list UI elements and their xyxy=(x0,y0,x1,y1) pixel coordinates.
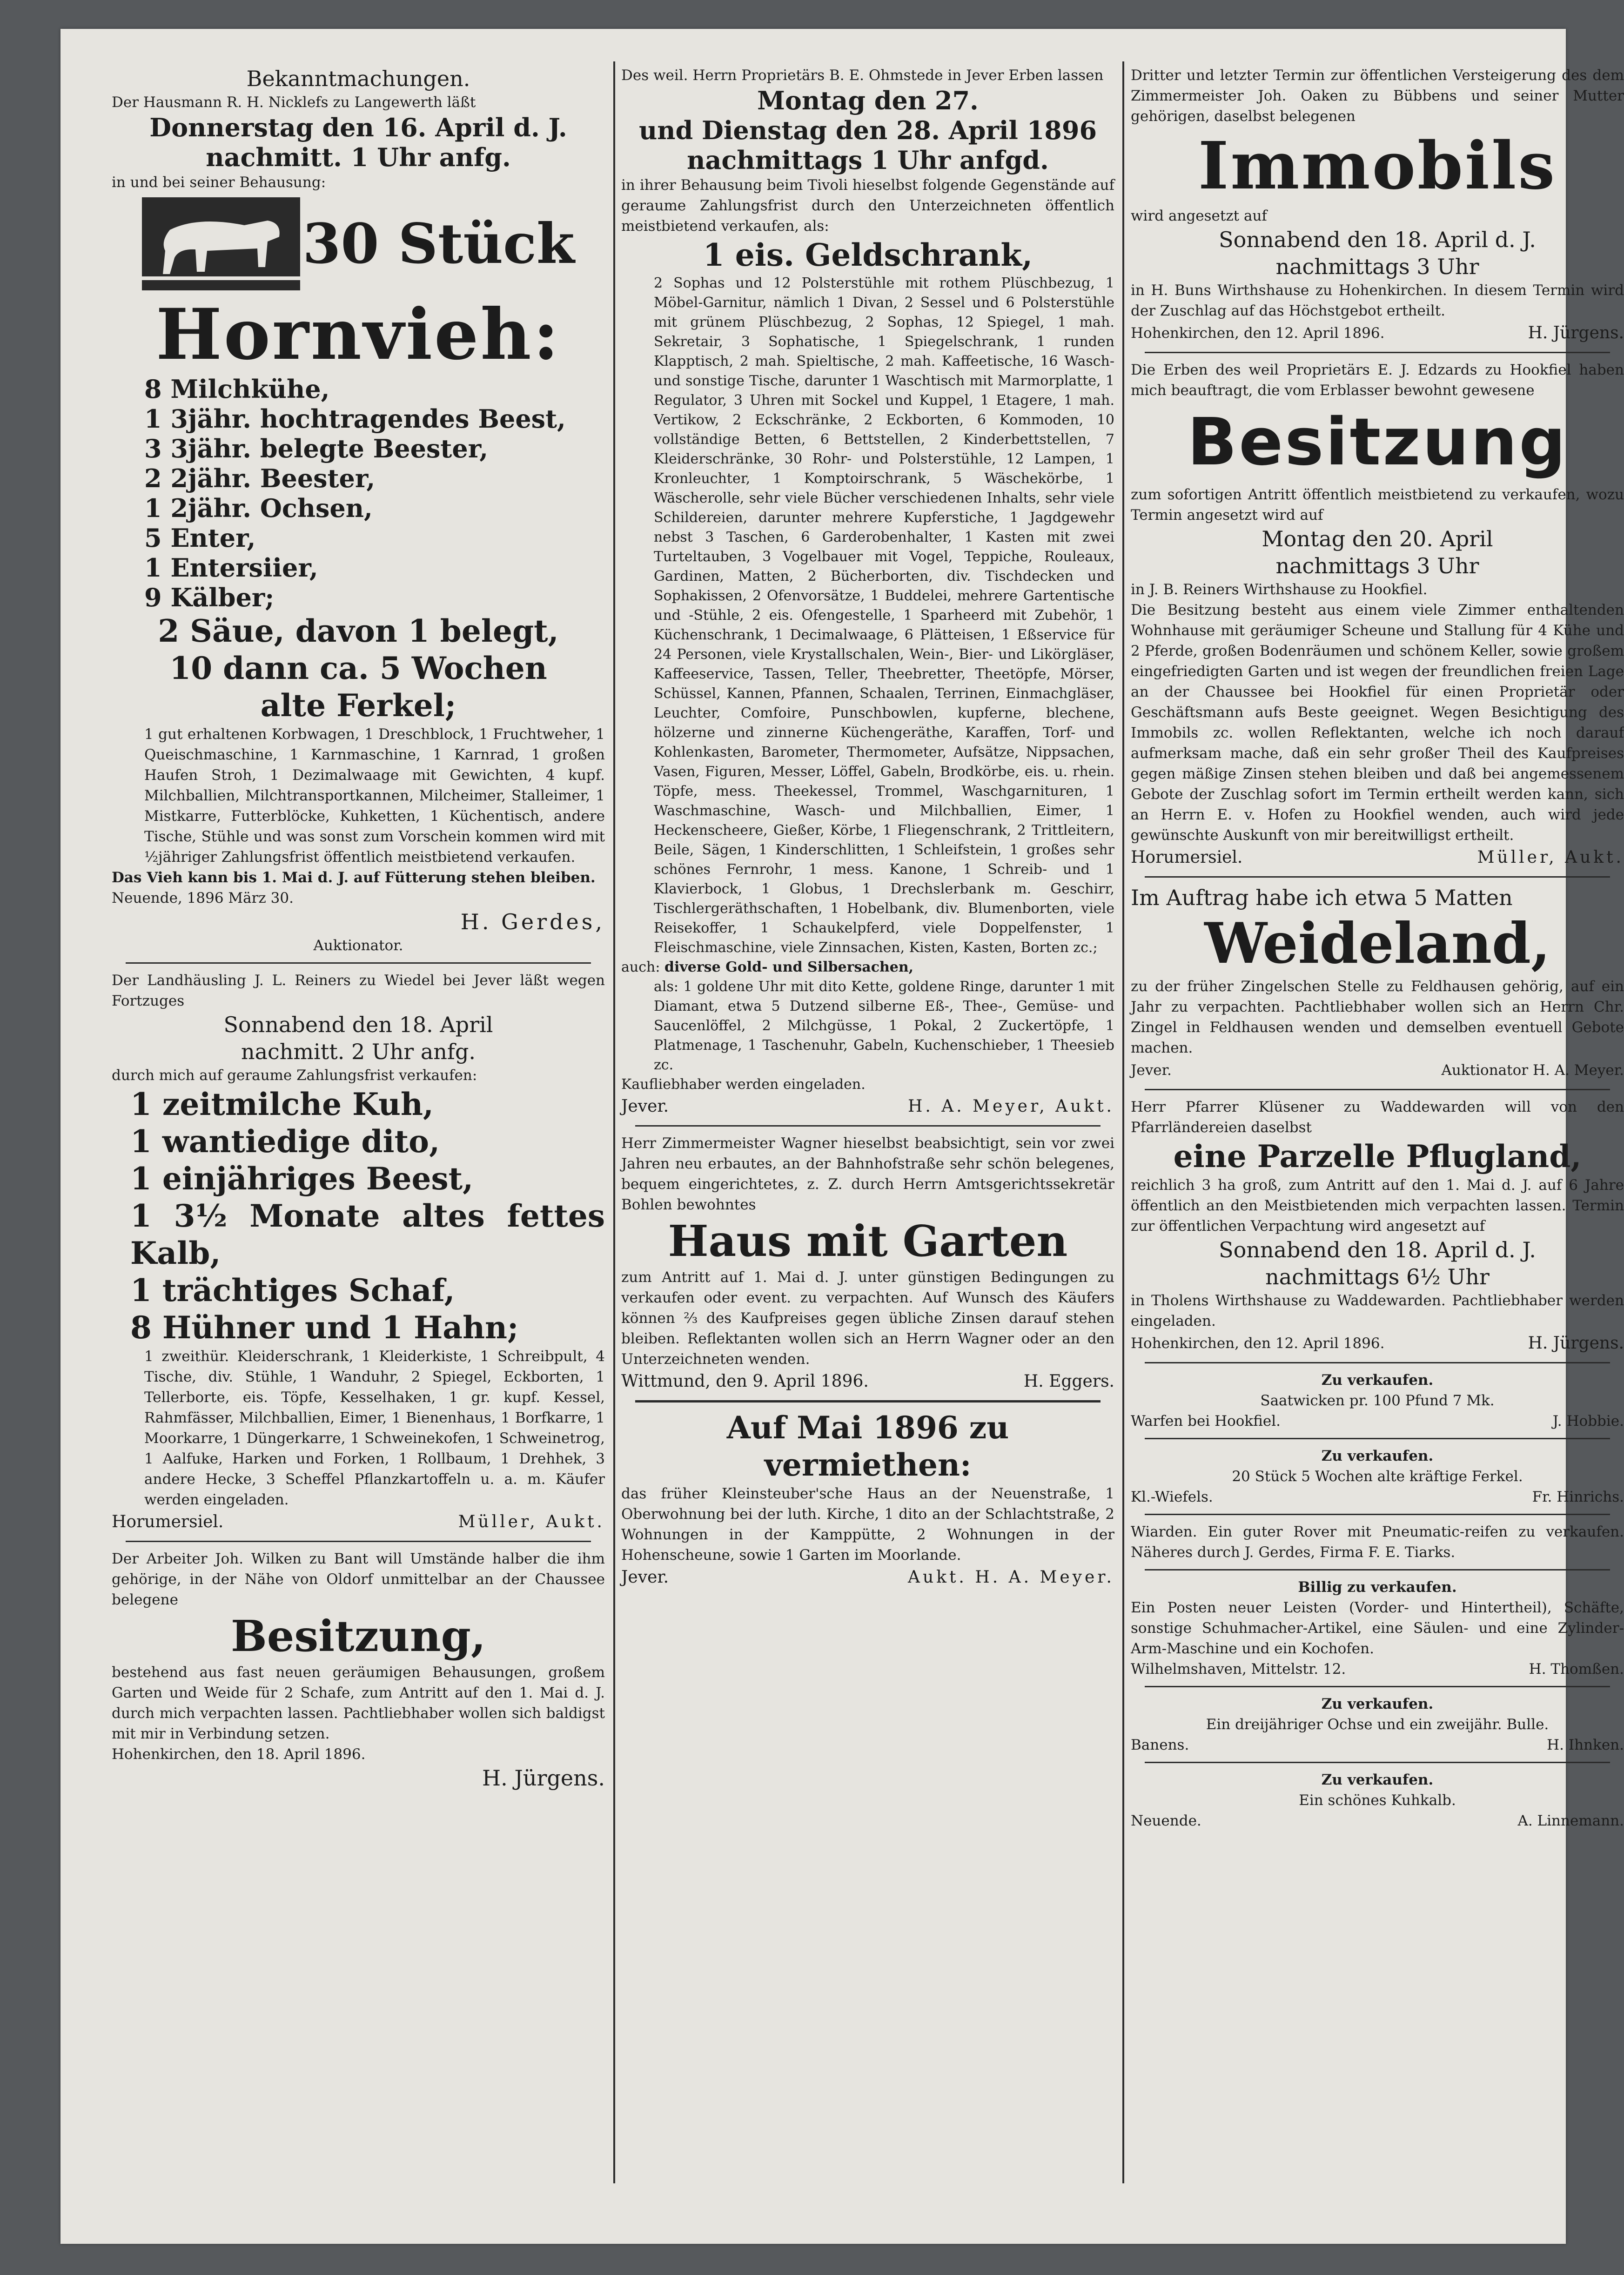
small-ad xyxy=(1131,1446,1624,1507)
small-ad-heading: Zu verkaufen. xyxy=(1321,1372,1434,1389)
ad-body: zu der früher Zingelschen Stelle zu Feldhausen gehörig, auf ein Jahr zu verpachten. Pachtliebhaber wollen sich an Herrn Chr. Zingel in Feldhausen wenden und demselben eventuell Gebote machen. xyxy=(1131,978,1624,1056)
ad-title: Auf Mai 1896 zu vermiethen: xyxy=(726,1409,1009,1483)
ad-body: 1 gut erhaltenen Korbwagen, 1 Dreschblock, 1 Fruchtweher, 1 Queischmaschine, 1 Karnmaschine, 1 Karnrad, 1 großen Haufen Stroh, 1 Dezimalwaage mit Gewichten, 4 kupf. Milchballien, Milchtransportkannen, Milcheimer, Stalleimer, 1 Mistkarre, Futterblöcke, Kuhketten, 1 Küchentisch, andere Tische, Stühle und was sonst zum Vorschein kommen wird mit ½jähriger Zahlungsfrist öffentlich meistbietend verkaufen. xyxy=(144,726,605,866)
divider xyxy=(1145,1569,1610,1570)
small-ad-place: Kl.-Wiefels. xyxy=(1131,1489,1213,1505)
list-item: 1 wantiedige dito, xyxy=(130,1123,440,1160)
divider xyxy=(1145,1762,1610,1763)
list-item: 8 Milchkühe, xyxy=(144,374,330,404)
divider xyxy=(1145,1438,1610,1439)
small-ad-body: Wiarden. Ein guter Rover mit Pneumatic-reifen zu verkaufen. Näheres durch J. Gerdes, Firma F. E. Tiarks. xyxy=(1131,1523,1624,1561)
list-item: 1 einjähriges Beest, xyxy=(130,1161,474,1197)
column-3 xyxy=(1131,65,1624,1831)
small-ad-signature: H. Ihnken. xyxy=(1547,1737,1624,1753)
ad-date: Donnerstag den 16. April d. J. xyxy=(149,113,567,142)
ad-title: Immobils xyxy=(1198,128,1557,204)
list-item: 8 Hühner und 1 Hahn; xyxy=(130,1309,519,1346)
ad-place: Horumersiel. xyxy=(1131,848,1243,867)
small-ad xyxy=(1131,1370,1624,1431)
ad-note: Das Vieh kann bis 1. Mai d. J. auf Fütterung stehen bleiben. xyxy=(112,869,596,886)
divider xyxy=(1145,876,1610,878)
ad-footer xyxy=(1131,1331,1624,1356)
small-ad-heading: Zu verkaufen. xyxy=(1321,1772,1434,1788)
ad-place: Jever. xyxy=(1131,1062,1172,1079)
livestock-list xyxy=(112,1086,605,1346)
livestock-list xyxy=(112,374,605,612)
ad-body: bestehend aus fast neuen geräumigen Behausungen, großem Garten und Weide für 2 Schafe, zum Antritt auf den 1. Mai d. J. durch mich verpachten lassen. Pachtliebhaber wollen sich baldigst mit mir in Verbindung setzen. xyxy=(112,1664,605,1742)
ad-lead: zum sofortigen Antritt öffentlich meistbietend zu verkaufen, wozu Termin angesetzt wird auf xyxy=(1131,486,1624,523)
divider xyxy=(1145,1686,1610,1687)
also-label: auch: xyxy=(621,959,660,975)
ad-pflugland xyxy=(1131,1097,1624,1356)
ad-date: Sonnabend den 18. April xyxy=(223,1012,493,1037)
ad-dateline: Hohenkirchen, den 12. April 1896. xyxy=(1131,1335,1385,1352)
small-ad xyxy=(1131,1522,1624,1563)
ad-date: Sonnabend den 18. April d. J. xyxy=(1219,1237,1536,1262)
list-item: 1 2jähr. Ochsen, xyxy=(144,493,373,523)
ad-title: Haus mit Garten xyxy=(668,1216,1068,1266)
ad-signature: H. Eggers. xyxy=(1023,1372,1114,1391)
ad-place: in Tholens Wirthshause zu Waddewarden. Pachtliebhaber werden eingeladen. xyxy=(1131,1292,1624,1329)
ad-footer xyxy=(621,1565,1114,1590)
small-ad-footer xyxy=(1131,1659,1624,1679)
list-item: 1 zeitmilche Kuh, xyxy=(130,1086,434,1122)
ad-intro: Der Arbeiter Joh. Wilken zu Bant will Umstände halber die ihm gehörige, in der Nähe von Oldorf unmittelbar an der Chaussee belegene xyxy=(112,1550,605,1608)
section-heading: Bekanntmachungen. xyxy=(246,66,470,91)
ad-signature: H. Jürgens. xyxy=(1528,1334,1624,1353)
ad-date: und Dienstag den 28. April 1896 xyxy=(638,115,1097,145)
ad-place: Jever. xyxy=(621,1568,669,1587)
list-item: 2 2jähr. Beester, xyxy=(144,463,376,493)
ad-lead: durch mich auf geraume Zahlungsfrist verkaufen: xyxy=(112,1067,477,1084)
ad-intro: Im Auftrag habe ich etwa 5 Matten xyxy=(1131,885,1513,910)
ad-body: 1 zweithür. Kleiderschrank, 1 Kleiderkiste, 1 Schreibpult, 4 Tische, div. Stühle, 1 Wanduhr, 2 Spiegel, Eckborten, 1 Tellerborte, eis. Töpfe, Kesselhaken, 1 gr. kupf. Kessel, Rahmfässer, Milchballien, Eimer, 1 Bienenhaus, 1 Borfkarre, 1 Moorkarre, 1 Düngerkarre, 1 Schweinekofen, 1 Schweinetrog, 1 Aalfuke, Harken und Forken, 1 Rollbaum, 1 Drehhek, 3 andere Hecke, 3 Scheffel Pflanzkartoffeln u. a. m. Käufer werden eingeladen. xyxy=(144,1348,605,1508)
small-ad-body: Ein dreijähriger Ochse und ein zweijähr. Bulle. xyxy=(1206,1716,1549,1733)
ad-oaken-immobils xyxy=(1131,65,1624,345)
ad-meyer-rentals xyxy=(621,1409,1114,1590)
column-divider xyxy=(1122,61,1124,2183)
ad-time: nachmittags 3 Uhr xyxy=(1275,254,1479,279)
ad-ohmstede-auction xyxy=(621,65,1114,1119)
ad-date: Montag den 27. xyxy=(757,86,979,115)
small-ad-place: Warfen bei Hookfiel. xyxy=(1131,1413,1281,1429)
ad-body: reichlich 3 ha groß, zum Antritt auf den 1. Mai d. J. auf 6 Jahre öffentlich an den Meistbietenden mich verpachten lassen. Termin zur öffentlichen Verpachtung wird angesetzt auf xyxy=(1131,1177,1624,1235)
small-ad-footer xyxy=(1131,1411,1624,1431)
ad-signature: H. Jürgens. xyxy=(482,1765,605,1791)
ad-place: in J. B. Reiners Wirthshause zu Hookfiel. xyxy=(1131,581,1428,598)
ad-time: nachmittags 1 Uhr anfgd. xyxy=(687,145,1049,175)
column-2 xyxy=(621,65,1114,1590)
ad-wilken-property xyxy=(112,1549,605,1792)
ad-intro: Dritter und letzter Termin zur öffentlichen Versteigerung des dem Zimmermeister Joh. Oaken zu Bübbens und seiner Mutter gehörigen, daselbst belegenen xyxy=(1131,67,1624,125)
small-ad xyxy=(1131,1770,1624,1831)
ad-footer xyxy=(1131,321,1624,345)
small-ad-place: Banens. xyxy=(1131,1737,1189,1753)
ad-lead: in ihrer Behausung beim Tivoli hieselbst folgende Gegenstände auf geraume Zahlungsfrist durch den Unterzeichneten öffentlich meistbietend verkaufen, als: xyxy=(621,177,1114,235)
ad-dateline: Neuende, 1896 März 30. xyxy=(112,890,294,906)
ad-intro: Der Landhäusling J. L. Reiners zu Wiedel bei Jever läßt wegen Fortzuges xyxy=(112,972,605,1009)
ad-place: Jever. xyxy=(621,1097,669,1116)
ad-body: zum Antritt auf 1. Mai d. J. unter günstigen Bedingungen zu verkaufen oder event. zu verpachten. Auf Wunsch des Käufers können ⅔ des Kaufpreises gegen übliche Zinsen darauf stehen bleiben. Reflektanten wollen sich an Herrn Wagner oder an den Unterzeichneten wenden. xyxy=(621,1269,1114,1368)
ad-footer xyxy=(1131,1058,1624,1082)
ad-closing: Kaufliebhaber werden eingeladen. xyxy=(621,1076,866,1093)
list-item: 5 Enter, xyxy=(144,523,256,553)
ad-footer xyxy=(621,1369,1114,1394)
ad-also-body: als: 1 goldene Uhr mit dito Kette, goldene Ringe, darunter 1 mit Diamant, etwa 5 Dutzend silberne Eß-, Thee-, Gemüse- und Saucenlöffel, 2 Milchgüsse, 1 Pokal, 2 Zuckertöpfe, 1 Platmenage, 1 Taschenuhr, Gabeln, Kuchenschieber, 1 Theesieb zc. xyxy=(654,979,1114,1073)
ad-date: Montag den 20. April xyxy=(1262,526,1493,551)
ad-footer xyxy=(1131,846,1624,870)
ad-time: nachmittags 6½ Uhr xyxy=(1265,1264,1490,1289)
ad-reiners-auction xyxy=(112,970,605,1534)
cattle-count: 30 Stück xyxy=(302,211,575,276)
small-ad-footer xyxy=(1131,1735,1624,1755)
ad-weideland xyxy=(1131,884,1624,1082)
newspaper-page xyxy=(60,29,1624,2244)
ad-place: in und bei seiner Behausung: xyxy=(112,174,326,191)
ad-footer xyxy=(621,1094,1114,1119)
ad-title: eine Parzelle Pflugland, xyxy=(1173,1138,1582,1174)
divider xyxy=(635,1125,1101,1127)
list-item: 10 dann ca. 5 Wochen xyxy=(169,650,547,686)
ad-dateline: Hohenkirchen, den 12. April 1896. xyxy=(1131,325,1385,342)
ad-title: Weideland, xyxy=(1204,911,1550,976)
small-ad-body: Ein Posten neuer Leisten (Vorder- und Hintertheil), Schäfte, sonstige Schuhmacher-Artikel, eine Säulen- und eine Zylinder-Arm-Maschine und ein Kochofen. xyxy=(1131,1599,1624,1657)
ad-body: Die Besitzung besteht aus einem viele Zimmer enthaltenden Wohnhause mit geräumiger Scheune und Stallung für 4 Kühe und 2 Pferde, großen Bodenräumen und schönem Keller, sowie großem eingefriedigten Garten und ist wegen der freundlichen freien Lage an der Chaussee bei Hookfiel für einen Proprietär oder Geschäftsmann aufs Beste geeignet. Wegen Besichtigung des Immobils zc. wollen Reflektanten, welche ich noch darauf aufmerksam mache, daß ein sehr großer Theil des Kaufpreises gegen mäßige Zinsen stehen bleiben und daß bei angemessenem Gebote der Zuschlag sofort im Termin ertheilt werden kann, sich an Herrn E. v. Hofen zu Hookfiel wenden, auch wird jede gewünschte Auskunft von mir bereitwilligst ertheilt. xyxy=(1131,602,1624,844)
column-divider xyxy=(613,61,615,2183)
ad-place: Horumersiel. xyxy=(112,1512,224,1531)
column-1 xyxy=(112,65,605,1792)
cow-illustration xyxy=(142,197,300,290)
ad-title: Besitzung xyxy=(1187,404,1568,480)
small-ad xyxy=(1131,1694,1624,1755)
ad-body: in H. Buns Wirthshause zu Hohenkirchen. In diesem Termin wird der Zuschlag auf das Höchstgebot ertheilt. xyxy=(1131,282,1624,319)
list-item: alte Ferkel; xyxy=(260,687,456,724)
ad-intro: Herr Zimmermeister Wagner hieselbst beabsichtigt, sein vor zwei Jahren neu erbautes, an der Bahnhofstraße sehr schön belegenes, bequem eingerichtetes, z. Z. durch Herrn Amtsgerichtssekretär Bohlen bewohntes xyxy=(621,1135,1114,1213)
divider xyxy=(1145,1514,1610,1515)
ad-title: 1 eis. Geldschrank, xyxy=(703,237,1033,273)
small-ad-signature: Fr. Hinrichs. xyxy=(1532,1489,1624,1505)
ad-title: Besitzung, xyxy=(231,1611,486,1661)
ad-dateline: Wittmund, den 9. April 1896. xyxy=(621,1372,869,1391)
divider xyxy=(1145,1089,1610,1090)
small-ad-heading: Billig zu verkaufen. xyxy=(1298,1579,1457,1596)
ad-signature: Auktionator H. A. Meyer. xyxy=(1441,1062,1624,1079)
small-ad-body: 20 Stück 5 Wochen alte kräftige Ferkel. xyxy=(1232,1468,1523,1485)
ad-signature: Müller, Aukt. xyxy=(1477,848,1624,867)
ad-signature: H. A. Meyer, Aukt. xyxy=(907,1097,1114,1116)
small-ad-heading: Zu verkaufen. xyxy=(1321,1696,1434,1712)
ad-signature: H. Gerdes, xyxy=(460,909,605,934)
divider xyxy=(1145,1362,1610,1363)
ad-wagner-house xyxy=(621,1133,1114,1394)
ad-dateline: Hohenkirchen, den 18. April 1896. xyxy=(112,1746,366,1763)
ad-intro: Herr Pfarrer Klüsener zu Waddewarden will von den Pfarrländereien daselbst xyxy=(1131,1099,1624,1136)
ad-time: nachmitt. 2 Uhr anfg. xyxy=(241,1039,476,1064)
cattle-header xyxy=(112,197,605,290)
list-item: 3 3jähr. belegte Beester, xyxy=(144,434,489,463)
small-ad-footer xyxy=(1131,1487,1624,1507)
small-ad-signature: A. Linnemann. xyxy=(1517,1812,1624,1829)
small-ad-place: Wilhelmshaven, Mittelstr. 12. xyxy=(1131,1661,1346,1678)
ad-also xyxy=(621,958,1114,977)
ad-hornvieh-auction xyxy=(112,65,605,956)
list-item: 1 trächtiges Schaf, xyxy=(130,1272,455,1309)
list-item: 1 Entersiier, xyxy=(144,553,318,583)
divider xyxy=(635,1400,1101,1403)
ad-signature-role: Auktionator. xyxy=(313,937,403,954)
list-item: 9 Kälber; xyxy=(144,583,275,612)
also-title: diverse Gold- und Silbersachen, xyxy=(664,959,914,975)
small-ad-heading: Zu verkaufen. xyxy=(1321,1448,1434,1464)
divider xyxy=(1145,352,1610,353)
ad-signature: Müller, Aukt. xyxy=(458,1512,605,1531)
ad-time: nachmitt. 1 Uhr anfg. xyxy=(206,142,511,172)
list-item: 2 Säue, davon 1 belegt, xyxy=(158,613,559,649)
small-ad-signature: J. Hobbie. xyxy=(1552,1413,1624,1429)
small-ad xyxy=(1131,1577,1624,1679)
ad-intro: Die Erben des weil Proprietärs E. J. Edzards zu Hookfiel haben mich beauftragt, die vom Erblasser bewohnt gewesene xyxy=(1131,362,1624,399)
ad-signature: H. Jürgens. xyxy=(1528,323,1624,342)
small-ad-body: Saatwicken pr. 100 Pfund 7 Mk. xyxy=(1260,1392,1495,1409)
ad-signature: Aukt. H. A. Meyer. xyxy=(907,1568,1114,1587)
divider xyxy=(126,1541,591,1542)
small-ad-footer xyxy=(1131,1811,1624,1831)
ad-body: das früher Kleinsteuber'sche Haus an der Neuenstraße, 1 Oberwohnung bei der luth. Kirche, 1 dito an der Schlachtstraße, 2 Wohnungen in der Kamppütte, 2 Wohnungen in der Hohenscheune, sowie 1 Garten im Moorlande. xyxy=(621,1485,1114,1564)
ad-body: 2 Sophas und 12 Polsterstühle mit rothem Plüschbezug, 1 Möbel-Garnitur, nämlich 1 Divan, 2 Sessel und 6 Polsterstühle mit grünem Plüschbezug, 2 Sophas, 12 Spiegel, 1 mah. Sekretair, 3 Sophatische, 1 Spiegelschrank, 1 runden Klapptisch, 2 mah. Spieltische, 2 mah. Kaffeetische, 16 Wasch- und sonstige Tische, darunter 1 Waschtisch mit Marmorplatte, 1 Regulator, 3 Uhren mit Sockel und Kuppel, 1 Etagere, 1 mah. Vertikow, 2 Eckschränke, 2 Eckborten, 6 Kommoden, 10 vollständige Betten, 6 Bettstellen, 2 Kinderbettstellen, 7 Kleiderschränke, 30 Rohr- und Polsterstühle, 12 Lampen, 1 Kronleuchter, 1 Komptoirschrank, 5 Wäschekörbe, 1 Wäscherolle, sehr viele Bücher verschiedenen Inhalts, sehr viele Schildereien, darunter mehrere Kupferstiche, 1 Jagdgewehr nebst 3 Taschen, 6 Garderobenhalter, 1 Kasten mit zwei Turteltauben, 3 Vogelbauer mit Vogel, Teppiche, Rouleaux, Gardinen, Matten, 2 Bücherborten, div. Tischdecken und Sophakissen, 2 Ofenvorsätze, 1 Buddelei, mehrere Gartentische und -Stühle, 2 eis. Ofengestelle, 1 Sparheerd mit Zubehör, 1 Küchenschrank, 1 Decimalwaage, 6 Plätteisen, 1 Eßservice für 24 Personen, viele Krystallschalen, Wein-, Bier- und Likörgläser, Kaffeeservice, Tassen, Teller, Theebretter, Theetöpfe, Mörser, Schüssel, Kannen, Pfannen, Schaalen, Terrinen, Einmachgläser, Leuchter, Comfoire, Punschbowlen, kupferne, blechene, hölzerne und zinnerne Küchengeräthe, Karaffen, Torf- und Kohlenkasten, Barometer, Thermometer, Aufsätze, Nippsachen, Vasen, Figuren, Messer, Löffel, Gabeln, Brodkörbe, eis. u. rhein. Töpfe, mess. Theekessel, Trommel, Waschgarnituren, 1 Waschmaschine, Wasch- und Milchballien, Eimer, 1 Heckenscheere, Gießer, Körbe, 1 Fliegenschrank, 2 Trittleitern, Beile, Sägen, 1 Kinderschlitten, 1 Schleifstein, 1 großes sehr schönes Fernrohr, 1 mess. Kanone, 1 Schreib- und 1 Klavierbock, 1 Globus, 1 Drechslerbank m. Geschirr, Tischlergeräthschaften, 1 Hobelbank, div. Blumenborten, viele Reisekoffer, 1 Schaukelpferd, viele Doppelfenster, 1 Fleischmaschine, viele Zinnsachen, Kisten, Kasten, Borten zc.; xyxy=(654,275,1114,956)
ad-footer xyxy=(112,1510,605,1534)
small-ad-body: Ein schönes Kuhkalb. xyxy=(1299,1792,1456,1809)
small-ad-place: Neuende. xyxy=(1131,1812,1201,1829)
ad-title: Hornvieh: xyxy=(156,294,561,376)
ad-intro: Der Hausmann R. H. Nicklefs zu Langewerth läßt xyxy=(112,94,476,111)
ad-intro: Des weil. Herrn Proprietärs B. E. Ohmstede in Jever Erben lassen xyxy=(621,67,1104,84)
list-item: 1 3½ Monate altes fettes Kalb, xyxy=(130,1198,605,1271)
ad-time: nachmittags 3 Uhr xyxy=(1275,553,1479,578)
small-ad-signature: H. Thomßen. xyxy=(1529,1661,1624,1678)
ad-edzards-property xyxy=(1131,360,1624,870)
ad-lead: wird angesetzt auf xyxy=(1131,208,1267,224)
list-item: 1 3jähr. hochtragendes Beest, xyxy=(144,404,566,434)
ad-date: Sonnabend den 18. April d. J. xyxy=(1219,227,1536,252)
divider xyxy=(126,962,591,964)
